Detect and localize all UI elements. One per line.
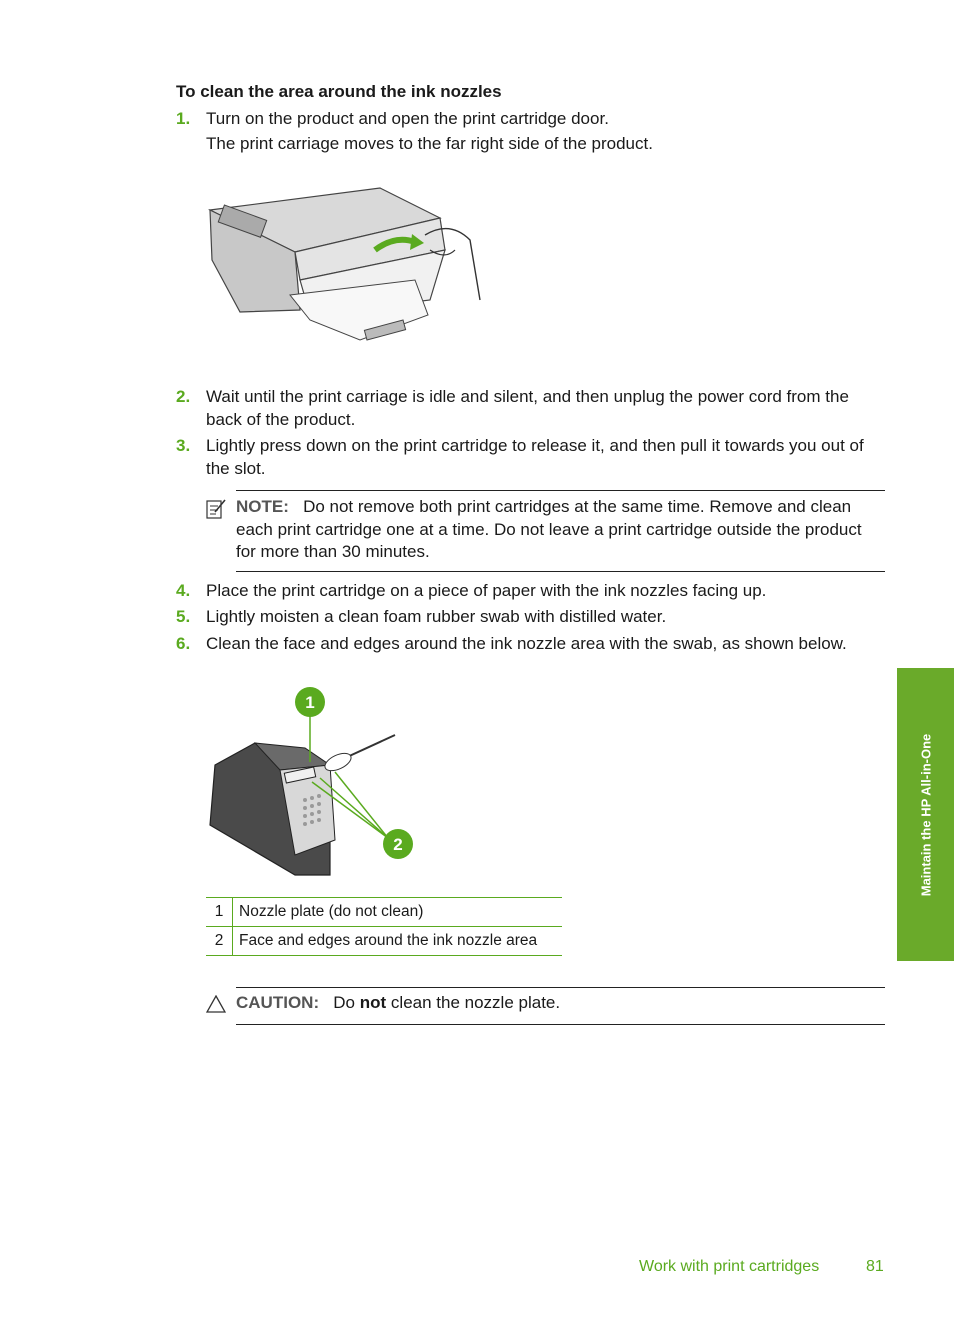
step-number: 2. — [176, 387, 191, 406]
page-number: 81 — [866, 1258, 884, 1275]
step-text: Lightly moisten a clean foam rubber swab with distilled water. — [206, 607, 667, 626]
step-number: 3. — [176, 436, 191, 455]
step-text: Clean the face and edges around the ink nozzle area with the swab, as shown below. — [206, 634, 847, 653]
legend-text: Nozzle plate (do not clean) — [233, 898, 563, 927]
caution-text — [236, 993, 560, 1013]
step-text: Place the print cartridge on a piece of paper with the ink nozzles facing up. — [206, 581, 767, 600]
side-tab-label: Maintain the HP All-in-One — [918, 733, 933, 896]
legend-number: 2 — [206, 927, 233, 956]
step-number: 5. — [176, 607, 191, 626]
step-5 — [176, 606, 886, 629]
caution-post: clean the nozzle plate. — [390, 993, 561, 1012]
caution-pre: Do — [333, 993, 356, 1012]
note-icon — [205, 498, 227, 520]
table-row — [206, 927, 562, 956]
step-number: 6. — [176, 634, 191, 653]
step-3 — [176, 435, 886, 480]
footer-section: Work with print cartridges — [639, 1258, 820, 1275]
legend-text: Face and edges around the ink nozzle area — [233, 927, 563, 956]
side-tab — [897, 668, 954, 961]
legend-number: 1 — [206, 898, 233, 927]
cartridge-illustration — [200, 680, 420, 885]
step-number: 1. — [176, 109, 191, 128]
note-text — [236, 496, 886, 564]
note-label: NOTE: — [236, 497, 289, 516]
section-heading: To clean the area around the ink nozzles — [176, 82, 502, 101]
caution-triangle-icon — [206, 995, 226, 1013]
step-6 — [176, 633, 886, 656]
step-2 — [176, 386, 886, 431]
printer-illustration — [200, 180, 500, 350]
legend-table — [206, 897, 562, 956]
callout-1: 1 — [305, 693, 315, 712]
caution-emphasis: not — [359, 993, 387, 1012]
step-4 — [176, 580, 886, 603]
callout-2: 2 — [393, 835, 403, 854]
table-row — [206, 898, 562, 927]
note-body: Do not remove both print cartridges at the same time. Remove and clean each print cartridge one at a time. Do not leave a print cartridge outside the product for more than 30 minutes. — [236, 497, 862, 561]
step-1-subtext: The print carriage moves to the far right side of the product. — [206, 134, 653, 153]
step-text: Lightly press down on the print cartridge to release it, and then pull it towards you out of the slot. — [206, 436, 864, 478]
step-number: 4. — [176, 581, 191, 600]
step-1 — [176, 108, 886, 131]
step-text: Turn on the product and open the print cartridge door. — [206, 109, 609, 128]
caution-label: CAUTION: — [236, 993, 320, 1012]
step-text: Wait until the print carriage is idle and silent, and then unplug the power cord from the back of the product. — [206, 387, 849, 429]
